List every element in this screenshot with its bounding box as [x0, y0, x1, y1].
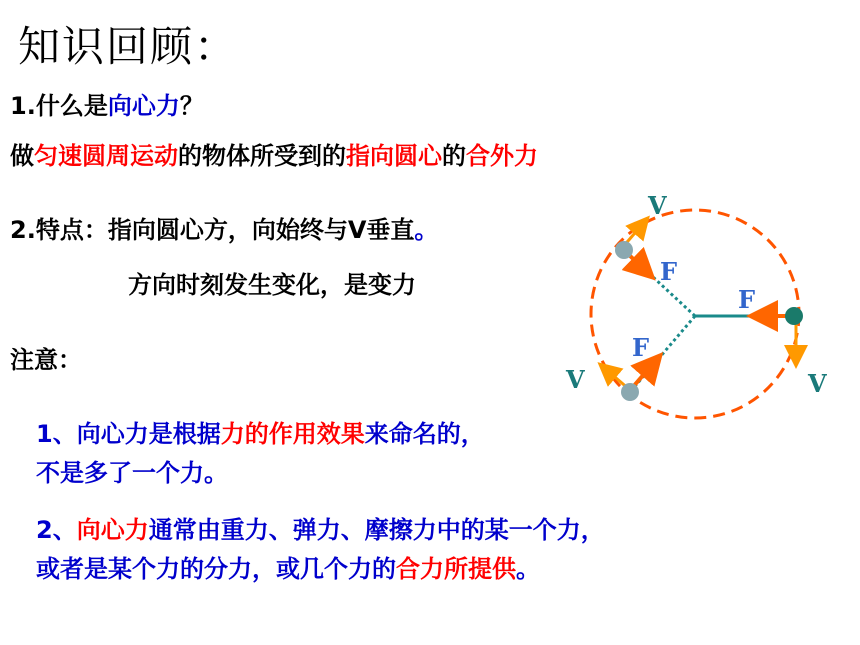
q1-suffix: ？	[179, 92, 204, 120]
page-title: 知识回顾：	[18, 22, 239, 71]
note-2-line-1	[36, 510, 605, 545]
point-2-period: 。	[414, 216, 439, 244]
note-2-line-2	[36, 549, 540, 584]
v-label-right: V	[808, 369, 827, 398]
note-2-text-d: 。	[516, 555, 540, 583]
answer-1	[10, 136, 538, 171]
a1-text-3: 的	[442, 142, 466, 170]
force-arrow-lower-left	[632, 358, 658, 388]
note-1-line-1	[36, 414, 485, 449]
f-label-right: F	[738, 285, 756, 314]
ball-right	[785, 307, 803, 325]
note-1-line-2: 不是多了一个力。	[36, 459, 228, 487]
note-2-text-a: 2、	[36, 516, 77, 544]
note-2-text-c: 或者是某个力的分力，或几个力的	[36, 555, 396, 583]
a1-text-2: 的物体所受到的	[178, 142, 346, 170]
ball-upper-left	[615, 241, 633, 259]
ball-lower-left	[621, 383, 639, 401]
question-1	[10, 86, 204, 121]
note-1-text-b: 来命名的，	[364, 420, 485, 448]
point-2-line-1	[10, 210, 438, 245]
f-label-lower: F	[632, 333, 650, 362]
point-2-text: 2.特点：指向圆心方，向始终与V垂直	[10, 216, 415, 244]
a1-red-2: 指向圆心	[346, 142, 442, 170]
v-label-top: V	[648, 191, 667, 220]
note-2-red-1: 向心力	[76, 516, 149, 544]
note-1-red: 力的作用效果	[220, 420, 365, 448]
a1-red-3: 合外力	[466, 142, 538, 170]
point-2-line-2: 方向时刻发生变化，是变力	[128, 271, 416, 299]
note-2-red-2: 合力所提供	[396, 555, 516, 583]
a1-red-1: 匀速圆周运动	[34, 142, 178, 170]
q1-highlight: 向心力	[107, 92, 180, 120]
note-label: 注意：	[10, 346, 82, 374]
a1-text-1: 做	[10, 142, 34, 170]
note-1-text-a: 1、向心力是根据	[36, 420, 221, 448]
note-2-text-b: 通常由重力、弹力、摩擦力中的某一个力，	[148, 516, 605, 544]
f-label-upper: F	[660, 257, 678, 286]
v-label-left: V	[566, 365, 585, 394]
q1-prefix: 1.什么是	[10, 92, 108, 120]
circular-motion-diagram	[560, 180, 850, 430]
